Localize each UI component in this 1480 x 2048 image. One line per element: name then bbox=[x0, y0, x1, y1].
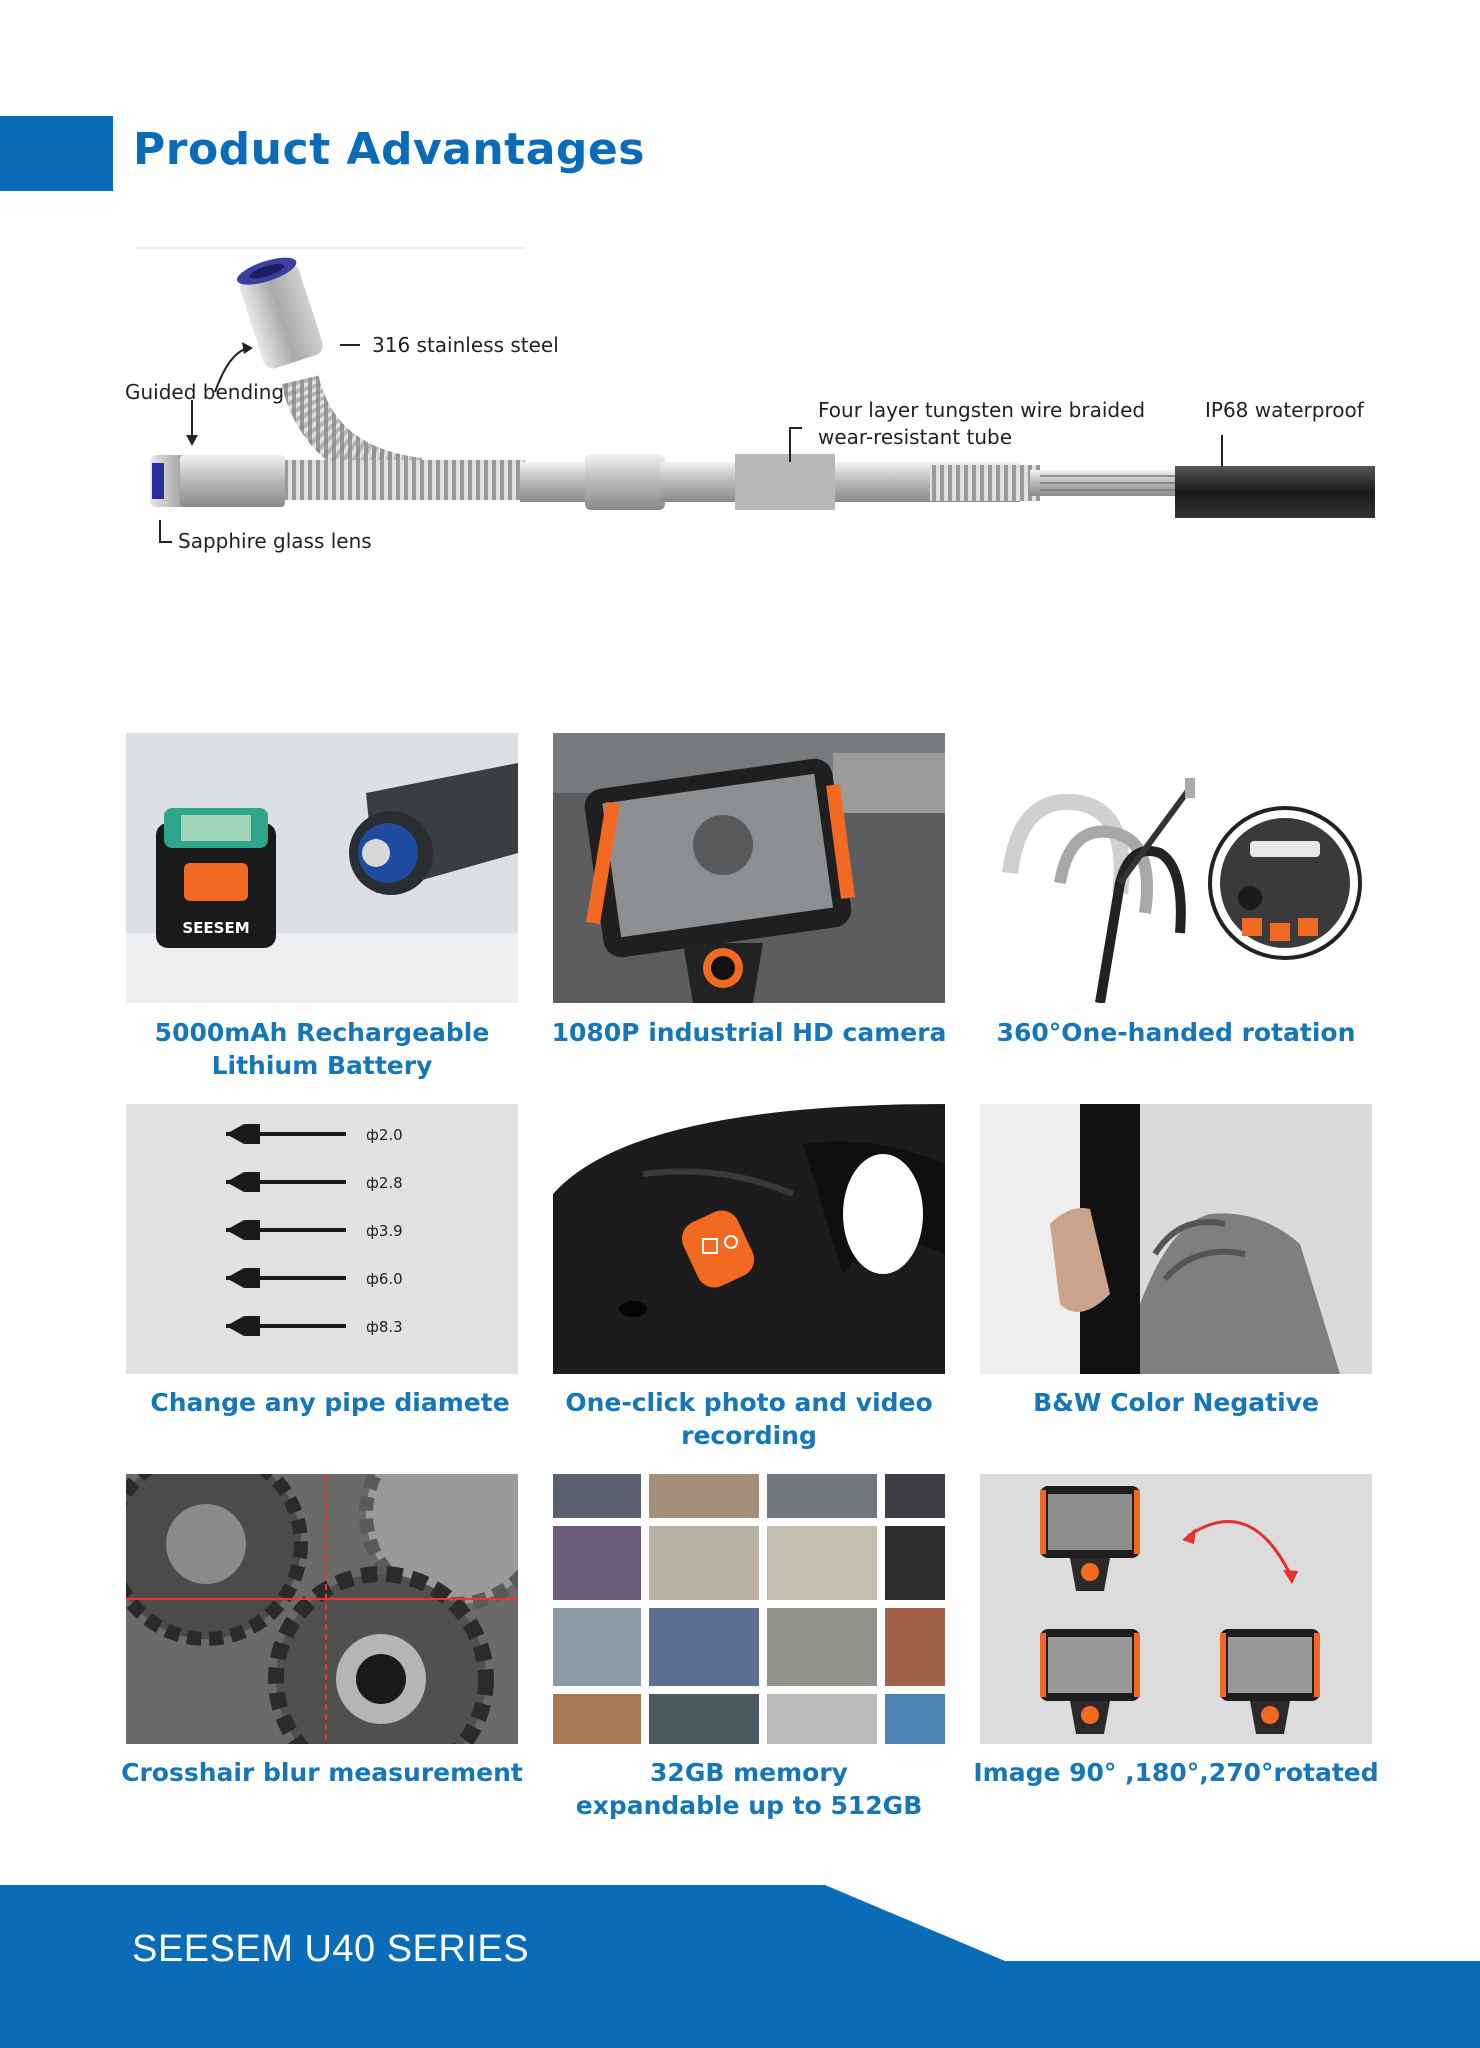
crosshair-photo bbox=[126, 1474, 518, 1744]
pipe-diameter-photo bbox=[126, 1104, 518, 1374]
title-accent-block bbox=[0, 116, 113, 191]
diameter-label: ф6.0 bbox=[366, 1270, 403, 1288]
callout-waterproof: IP68 waterproof bbox=[1205, 398, 1364, 422]
battery-photo bbox=[126, 733, 518, 1003]
feature-caption-negative: B&W Color Negative bbox=[1033, 1388, 1319, 1417]
image-rotation-photo bbox=[980, 1474, 1372, 1744]
cable-diagram bbox=[0, 230, 1480, 590]
callout-tube-line1: Four layer tungsten wire braided bbox=[818, 398, 1146, 422]
feature-caption-pipe-diameter: Change any pipe diamete bbox=[150, 1388, 510, 1417]
diameter-label: ф2.0 bbox=[366, 1126, 403, 1144]
feature-caption-battery: 5000mAh Rechargeable Lithium Battery bbox=[154, 1018, 490, 1080]
callout-lens: Sapphire glass lens bbox=[178, 529, 372, 553]
hd-camera-photo bbox=[553, 733, 945, 1003]
feature-caption-image-rotation: Image 90° ,180°,270°rotated bbox=[973, 1758, 1379, 1787]
page-title: Product Advantages bbox=[133, 124, 645, 175]
feature-caption-crosshair: Crosshair blur measurement bbox=[121, 1758, 523, 1787]
series-name: SEESEM U40 SERIES bbox=[132, 1928, 530, 1970]
feature-caption-recording: One-click photo and video recording bbox=[565, 1388, 933, 1450]
callout-steel: 316 stainless steel bbox=[372, 333, 559, 357]
rotation-photo bbox=[980, 733, 1372, 1003]
diameter-label: ф2.8 bbox=[366, 1174, 403, 1192]
negative-mode-photo bbox=[980, 1104, 1372, 1374]
diameter-label: ф3.9 bbox=[366, 1222, 403, 1240]
callout-tube-line2: wear-resistant tube bbox=[818, 425, 1013, 449]
feature-caption-memory: 32GB memory expandable up to 512GB bbox=[575, 1758, 923, 1820]
feature-caption-rotation: 360°One-handed rotation bbox=[996, 1018, 1356, 1047]
diameter-label: ф8.3 bbox=[366, 1318, 403, 1336]
feature-caption-hd-camera: 1080P industrial HD camera bbox=[551, 1018, 947, 1047]
battery-brand-label: SEESEM bbox=[182, 919, 250, 937]
callout-bending: Guided bending bbox=[125, 380, 285, 404]
record-button-photo bbox=[553, 1104, 945, 1374]
memory-mosaic-photo bbox=[553, 1474, 945, 1744]
